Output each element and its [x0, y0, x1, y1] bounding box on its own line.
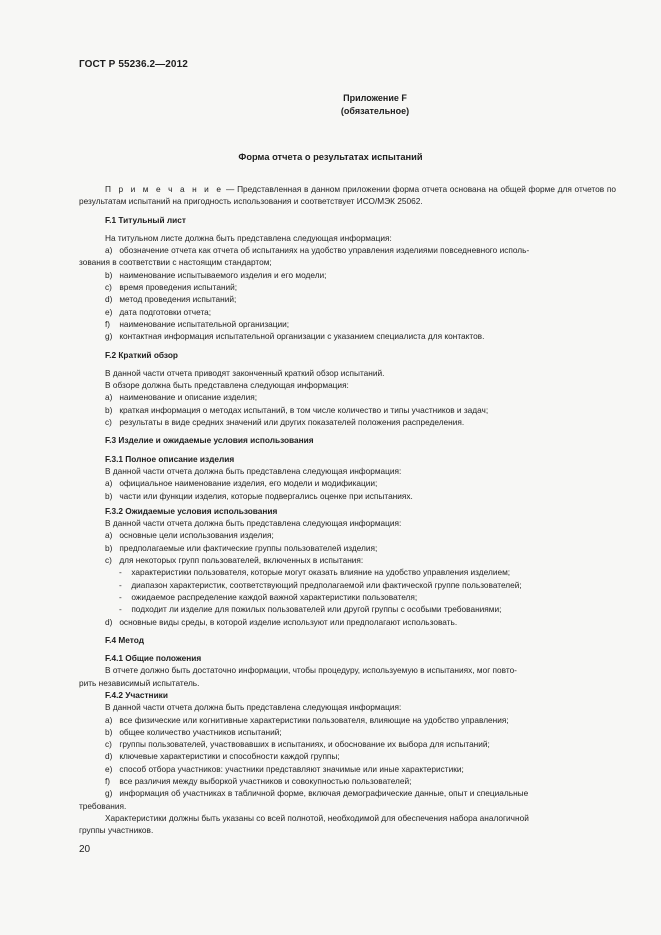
list-item-continuation: зования в соответствии с настоящим стандартом; [79, 257, 272, 268]
annex-title: Приложение F [343, 93, 407, 103]
list-item: a) официальное наименование изделия, его модели и модификации; [105, 478, 378, 489]
list-item: g) информация об участниках в табличной форме, включая демографические данные, опыт и специальные [105, 788, 529, 799]
section-heading-f1: F.1 Титульный лист [105, 214, 186, 225]
f41-paragraph-continuation: рить независимый испытатель. [79, 677, 200, 688]
f42-intro: В данной части отчета должна быть представлена следующая информация: [105, 702, 402, 713]
sub-list-item: - характеристики пользователя, которые могут оказать влияние на удобство управления изделием; [119, 567, 511, 578]
list-item: e) дата подготовки отчета; [105, 306, 212, 317]
list-item: g) контактная информация испытательной организации с указанием специалиста для контактов. [105, 331, 485, 342]
sub-list-item: - диапазон характеристик, соответствующий предполагаемой или фактической группе пользователей; [119, 579, 522, 590]
list-item: b) предполагаемые или фактические группы пользователей изделия; [105, 542, 378, 553]
f31-intro: В данной части отчета должна быть представлена следующая информация: [105, 465, 402, 476]
list-item: b) части или функции изделия, которые подвергались оценке при испытаниях. [105, 490, 413, 501]
section-heading-f3: F.3 Изделие и ожидаемые условия использования [105, 435, 314, 446]
page-title: Форма отчета о результатах испытаний [238, 152, 423, 162]
section-heading-f2: F.2 Краткий обзор [105, 349, 178, 360]
list-item: c) для некоторых групп пользователей, включенных в испытания: [105, 555, 364, 566]
list-item: a) наименование и описание изделия; [105, 392, 258, 403]
subsection-heading-f41: F.4.1 Общие положения [105, 653, 202, 664]
closing-paragraph: Характеристики должны быть указаны со всей полнотой, необходимой для обеспечения набора аналогичной [105, 812, 529, 823]
f1-intro: На титульном листе должна быть представлена следующая информация: [105, 232, 392, 243]
list-item: c) время проведения испытаний; [105, 282, 238, 293]
list-item: d) ключевые характеристики и способности каждой группы; [105, 751, 340, 762]
document-body [79, 183, 616, 837]
list-item: c) результаты в виде средних значений или других показателей положения распределения. [105, 417, 465, 428]
document-header: ГОСТ Р 55236.2—2012 [79, 59, 188, 70]
sub-list-item: - ожидаемое распределение каждой важной характеристики пользователя; [119, 591, 418, 602]
note-text: — Представленная в данном приложении форма отчета основана на общей форме для отчетов по результатам испытаний на пригодность использования и соответствует ИСО/МЭК 25062. [79, 184, 616, 207]
list-item-continuation: требования. [79, 800, 127, 811]
list-item: d) метод проведения испытаний; [105, 294, 237, 305]
list-item: a) обозначение отчета как отчета об испытаниях на удобство управления изделиями повседневного исполь- [105, 245, 530, 256]
note-label: П р и м е ч а н и е [105, 184, 224, 194]
annex-status: (обязательное) [340, 105, 410, 116]
f2-paragraph-1: В данной части отчета приводят законченный краткий обзор испытаний. [105, 367, 385, 378]
f32-intro: В данной части отчета должна быть представлена следующая информация: [105, 518, 402, 529]
note-paragraph [79, 183, 616, 208]
section-heading-f4: F.4 Метод [105, 634, 144, 645]
list-item: b) наименование испытываемого изделия и его модели; [105, 269, 327, 280]
annex-block [300, 92, 450, 117]
f2-paragraph-2: В обзоре должна быть представлена следующая информация: [105, 380, 349, 391]
list-item: a) основные цели использования изделия; [105, 530, 274, 541]
list-item: d) основные виды среды, в которой изделие используют или предполагают использовать. [105, 616, 458, 627]
page-number: 20 [79, 844, 91, 855]
subsection-heading-f32: F.3.2 Ожидаемые условия использования [105, 505, 278, 516]
subsection-heading-f42: F.4.2 Участники [105, 689, 168, 700]
f41-paragraph: В отчете должно быть достаточно информации, чтобы процедуру, используемую в испытаниях, мог повто- [105, 665, 517, 676]
closing-paragraph-continuation: группы участников. [79, 825, 154, 836]
list-item: b) краткая информация о методах испытаний, в том числе количество и типы участников и задач; [105, 404, 489, 415]
list-item: c) группы пользователей, участвовавших в испытаниях, и обоснование их выбора для испытаний; [105, 739, 490, 750]
list-item: f) наименование испытательной организации; [105, 318, 290, 329]
list-item: e) способ отбора участников: участники представляют значимые или иные характеристики; [105, 763, 464, 774]
list-item: f) все различия между выборкой участников и совокупностью пользователей; [105, 776, 412, 787]
list-item: b) общее количество участников испытаний; [105, 726, 282, 737]
list-item: a) все физические или когнитивные характеристики пользователя, влияющие на удобство управления; [105, 714, 509, 725]
sub-list-item: - подходит ли изделие для пожилых пользователей или другой группы с особыми требованиями; [119, 604, 502, 615]
subsection-heading-f31: F.3.1 Полное описание изделия [105, 453, 235, 464]
